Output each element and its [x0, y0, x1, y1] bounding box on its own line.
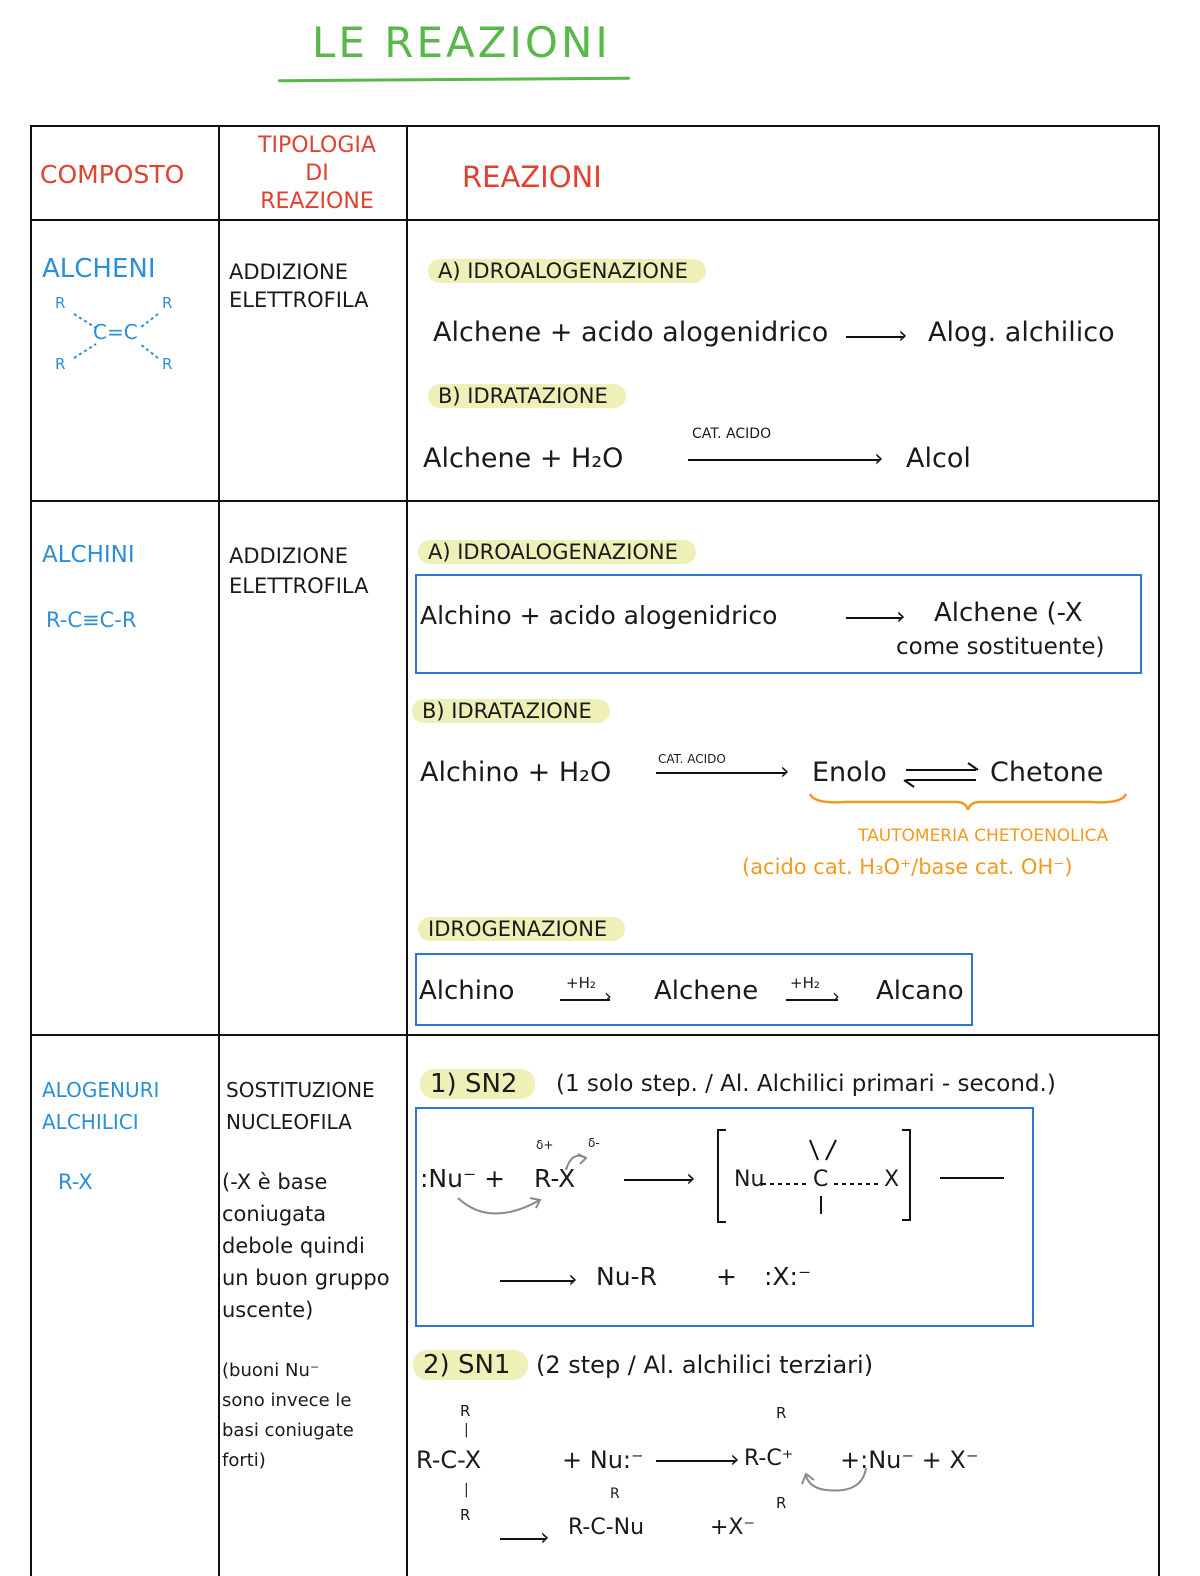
alchini-a-title: [418, 540, 696, 564]
alchini-c-title: [418, 917, 625, 941]
alcheni-b-title-text: B) IDRATAZIONE: [428, 384, 626, 408]
alogenuri-note1-line: un buon gruppo: [222, 1266, 390, 1290]
alchini-b-cat: CAT. ACIDO: [658, 752, 726, 766]
alogenuri-type-line1: SOSTITUZIONE: [226, 1078, 375, 1102]
header-type-line1: TIPOLOGIA: [258, 133, 376, 158]
sn1-r-top: R: [460, 1402, 471, 1420]
alcheni-b-cat: CAT. ACIDO: [692, 426, 772, 442]
alcheni-b-lhs: Alchene + H₂O: [423, 443, 624, 474]
sn2-nu: :Nu⁻ +: [420, 1164, 506, 1193]
alcheni-a-title-text: A) IDROALOGENAZIONE: [428, 259, 706, 283]
alogenuri-name: [42, 1074, 159, 1138]
alcheni-a-lhs: Alchene + acido alogenidrico: [433, 317, 829, 348]
alcheni-r-br: R: [162, 355, 173, 373]
alchini-b-rhs: Chetone: [990, 757, 1104, 788]
alcheni-type-line2: ELETTROFILA: [229, 288, 369, 312]
alcheni-b-arrow: [688, 459, 880, 461]
alogenuri-note1-line: uscente): [222, 1298, 314, 1322]
header-type: [232, 132, 402, 216]
header-type-line3: REAZIONE: [260, 189, 374, 214]
sn1-lhs: R-C-X: [416, 1446, 482, 1474]
sn2-delta-plus: δ+: [536, 1138, 554, 1152]
equilibrium-arrows-icon: [900, 760, 986, 792]
alcheni-core: C=C: [93, 320, 138, 344]
sn2-substrate: R-X: [534, 1164, 576, 1193]
alcheni-a-title: [428, 259, 706, 283]
alchini-c-end: Alcano: [876, 976, 964, 1006]
alogenuri-type-line2: NUCLEOFILA: [226, 1110, 352, 1134]
alogenuri-note1: [222, 1166, 390, 1326]
orange-brace-icon: [806, 790, 1130, 814]
alchini-b-title-text: B) IDRATAZIONE: [412, 699, 610, 723]
alchini-a-arrow: [846, 617, 902, 619]
alchini-b-arrowhead: ›: [780, 757, 790, 785]
sn1-bond-bottom: |: [464, 1482, 469, 1498]
alchini-c-arrow1: [560, 999, 610, 1001]
sn1-title-text: 2) SN1: [413, 1350, 528, 1380]
alchini-c-arrow2: [786, 999, 838, 1001]
alogenuri-type: [226, 1074, 375, 1138]
alchini-a-rhs-line1: Alchene (-X: [934, 598, 1083, 628]
sn1-final-r-top: R: [610, 1486, 620, 1502]
alcheni-name: ALCHENI: [42, 254, 156, 284]
alchini-b-lhs: Alchino + H₂O: [420, 757, 612, 788]
alchini-b-mid: Enolo: [812, 757, 887, 788]
alchini-formula: R-C≡C-R: [46, 608, 137, 632]
sn2-curved-arrows-icon: [450, 1144, 610, 1224]
alchini-type: [229, 541, 368, 601]
alchini-b-arrow: [656, 772, 786, 774]
alchini-c-arrowhead2: ›: [832, 984, 840, 1008]
sn1-arrowhead1: ›: [730, 1445, 740, 1473]
alchini-c-title-text: IDROGENAZIONE: [418, 917, 625, 941]
alcheni-a-rhs: Alog. alchilico: [928, 317, 1115, 348]
alcheni-r-tl: R: [55, 294, 66, 312]
alchini-c-mid: Alchene: [654, 976, 759, 1006]
alogenuri-name-line2: ALCHILICI: [42, 1110, 139, 1134]
sn2-delta-minus: δ-: [588, 1136, 600, 1150]
alchini-a-arrowhead: ›: [896, 602, 906, 630]
header-type-line2: DI: [305, 161, 329, 186]
alogenuri-formula: R-X: [58, 1170, 93, 1194]
sn1-carbocation: R-C⁺: [744, 1446, 794, 1471]
sn2-desc: (1 solo step. / Al. Alchilici primari - second.): [556, 1071, 1056, 1097]
alcheni-b-arrowhead: ›: [874, 444, 884, 472]
alogenuri-name-line1: ALOGENURI: [42, 1078, 160, 1102]
alogenuri-note2-line: basi coniugate: [222, 1420, 354, 1441]
alchini-type-line1: ADDIZIONE: [229, 544, 348, 568]
sn2-leaving-group: :X:⁻: [764, 1262, 812, 1291]
sn2-arrow2: [500, 1280, 574, 1282]
title-underline: [278, 77, 630, 82]
sn1-final-x: +X⁻: [710, 1515, 756, 1540]
alchini-tauto-line2: (acido cat. H₃O⁺/base cat. OH⁻): [742, 855, 1073, 879]
sn1-cation-r-top: R: [776, 1404, 787, 1422]
sn2-title: [420, 1069, 535, 1099]
sn1-r-bottom: R: [460, 1506, 471, 1524]
sn2-ts-right: X: [884, 1167, 900, 1192]
alchini-c-step1: +H₂: [566, 974, 596, 992]
alogenuri-note2-line: (buoni Nu⁻: [222, 1360, 320, 1381]
sn1-final: R-C-Nu: [568, 1515, 645, 1540]
alchini-c-step2: +H₂: [790, 974, 820, 992]
sn2-ts-left: Nu: [734, 1167, 765, 1192]
alcheni-type-line1: ADDIZIONE: [229, 260, 348, 284]
sn2-continuation-line: [940, 1177, 1004, 1179]
alcheni-bonds: [60, 300, 180, 370]
alchini-b-title: [412, 699, 610, 723]
sn2-arrowhead1: ›: [686, 1164, 696, 1192]
sn1-arrowhead2: ›: [540, 1523, 550, 1551]
alogenuri-note2: [222, 1356, 354, 1476]
header-reactions: REAZIONI: [462, 160, 602, 194]
alcheni-r-bl: R: [55, 355, 66, 373]
sn2-product: Nu-R: [596, 1262, 657, 1291]
sn2-arrow1: [624, 1179, 692, 1181]
alchini-c-start: Alchino: [419, 976, 515, 1006]
sn1-arrow1: [656, 1460, 736, 1462]
alcheni-a-arrow: [846, 336, 904, 338]
sn1-bond-top: |: [464, 1422, 469, 1438]
alcheni-type: [229, 258, 368, 314]
sn1-nu: + Nu:⁻: [562, 1446, 644, 1474]
page-title: LE REAZIONI: [312, 18, 611, 67]
sn2-arrowhead2: ›: [568, 1265, 578, 1293]
alcheni-r-tr: R: [162, 294, 173, 312]
alchini-a-lhs: Alchino + acido alogenidrico: [420, 601, 778, 630]
sn2-plus: +: [716, 1262, 737, 1291]
alchini-a-title-text: A) IDROALOGENAZIONE: [418, 540, 696, 564]
alcheni-b-title: [428, 384, 626, 408]
header-compound: COMPOSTO: [40, 160, 185, 189]
alogenuri-note1-line: debole quindi: [222, 1234, 365, 1258]
sn2-ts-center: C: [813, 1167, 829, 1192]
sn2-title-text: 1) SN2: [420, 1069, 535, 1099]
alchini-tauto-line1: TAUTOMERIA CHETOENOLICA: [858, 826, 1109, 846]
alogenuri-note1-line: (-X è base: [222, 1170, 328, 1194]
alcheni-b-rhs: Alcol: [906, 443, 971, 474]
alchini-type-line2: ELETTROFILA: [229, 574, 369, 598]
alchini-a-rhs-line2: come sostituente): [896, 634, 1105, 660]
alchini-c-arrowhead1: ›: [604, 984, 612, 1008]
alogenuri-note1-line: coniugata: [222, 1202, 327, 1226]
sn1-rhs: +:Nu⁻ + X⁻: [840, 1446, 979, 1474]
alogenuri-note2-line: sono invece le: [222, 1390, 352, 1411]
sn1-title: [413, 1350, 528, 1380]
alcheni-a-arrowhead: ›: [898, 321, 908, 349]
sn1-cation-r-bottom: R: [776, 1494, 787, 1512]
sn1-desc: (2 step / Al. alchilici terziari): [536, 1351, 874, 1379]
alchini-name: ALCHINI: [42, 542, 135, 568]
alogenuri-note2-line: forti): [222, 1450, 266, 1471]
